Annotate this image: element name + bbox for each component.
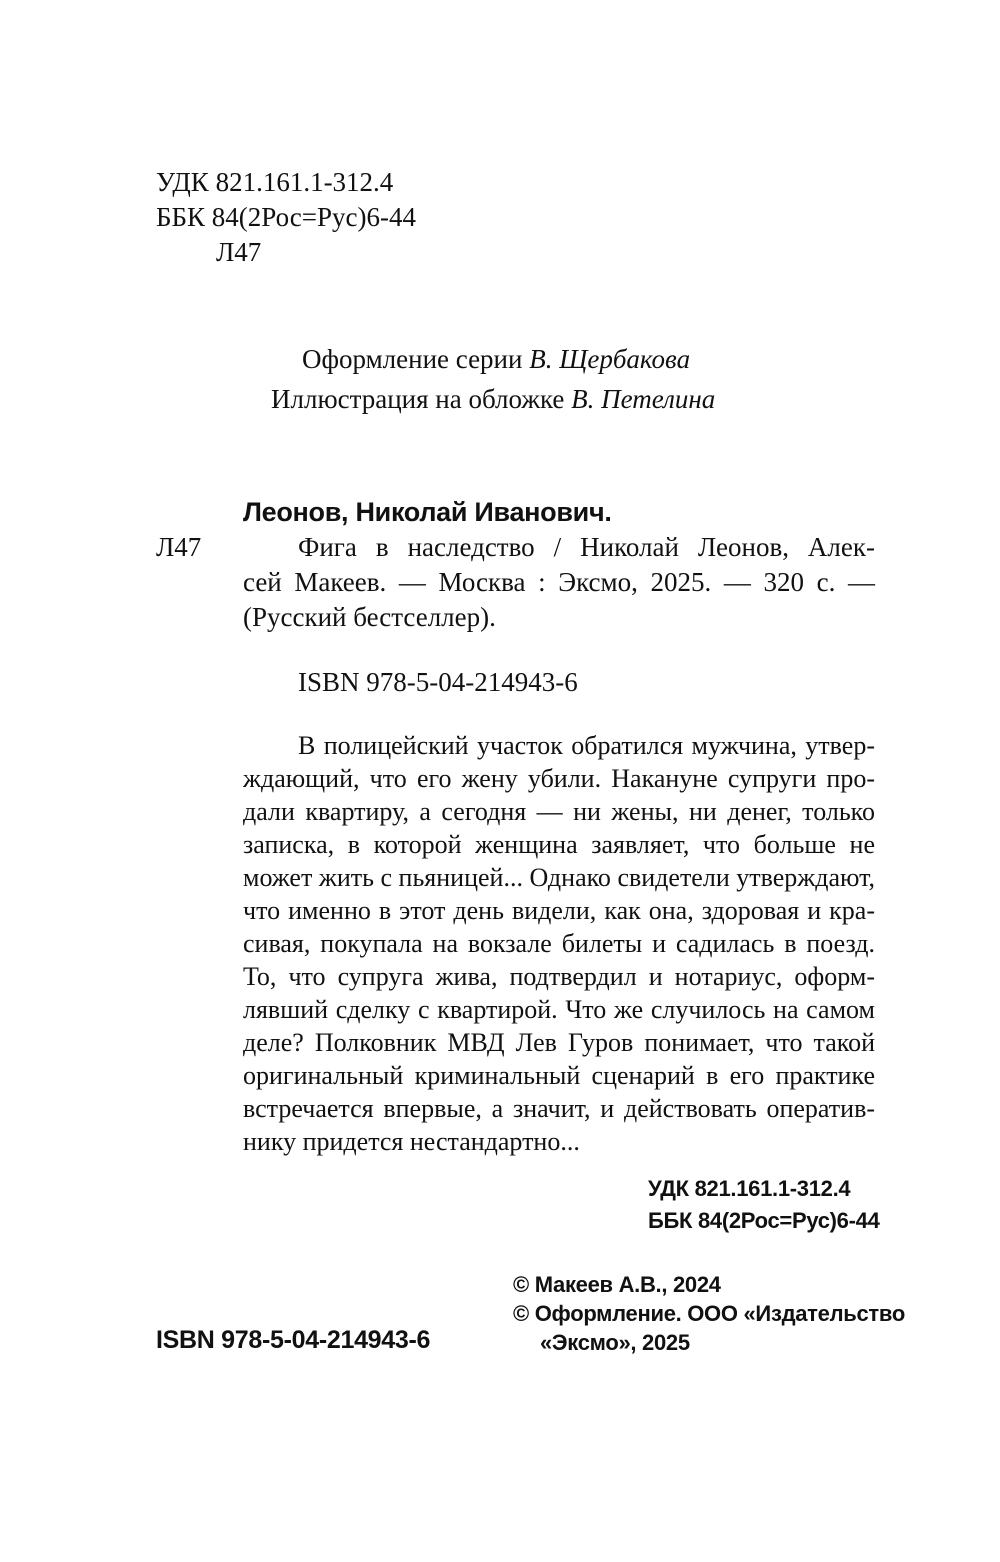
bibliography-line-1: Фига в наследство / Николай Леонов, Алек- xyxy=(298,532,875,562)
annotation-line: оригинальный криминальный сценарий в его практике xyxy=(243,1061,875,1090)
annotation-line: В полицейский участок обратился мужчина, утвер- xyxy=(298,731,875,760)
annotation-line: лявший сделку с квартирой. Что же случилось на самом xyxy=(243,995,875,1024)
header-udk: УДК 821.161.1-312.4 xyxy=(156,167,394,197)
annotation-line: может жить с пьяницей... Однако свидетели утверждают, xyxy=(243,863,875,892)
series-design-name: В. Щербакова xyxy=(529,344,691,374)
annotation-line: сивая, покупала на вокзале билеты и садилась в поезд. xyxy=(243,929,875,958)
bibliography-line-3: (Русский бестселлер). xyxy=(243,602,496,632)
annotation-line: встречается впервые, а значит, и действовать оператив- xyxy=(243,1094,875,1123)
classification-bbk: ББК 84(2Рос=Рус)6-44 xyxy=(648,1208,880,1233)
bibliography-sign: Л47 xyxy=(156,532,202,562)
copyright-author: © Макеев А.В., 2024 xyxy=(513,1272,721,1297)
bibliography-isbn: ISBN 978-5-04-214943-6 xyxy=(298,667,578,697)
series-design-credit xyxy=(302,343,690,376)
classification-udk: УДК 821.161.1-312.4 xyxy=(648,1176,851,1201)
annotation-line: записка, в которой женщина заявляет, что больше не xyxy=(243,830,875,859)
footer-isbn: ISBN 978-5-04-214943-6 xyxy=(156,1326,431,1354)
annotation-line: нику придется нестандартно... xyxy=(243,1127,580,1156)
header-bbk: ББК 84(2Рос=Рус)6-44 xyxy=(156,202,416,232)
cover-illustration-name: В. Петелина xyxy=(571,384,716,414)
header-author-sign: Л47 xyxy=(216,237,262,267)
copyright-design-line-1: © Оформление. ООО «Издательство xyxy=(513,1301,905,1326)
annotation-line: То, что супруга жива, подтвердил и нотариус, оформ- xyxy=(243,962,875,991)
annotation-line: деле? Полковник МВД Лев Гуров понимает, что такой xyxy=(243,1028,875,1057)
copyright-design-line-2: «Эксмо», 2025 xyxy=(540,1330,690,1355)
annotation-line: ждающий, что его жену убили. Накануне супруги про- xyxy=(243,764,875,793)
cover-illustration-label: Иллюстрация на обложке xyxy=(271,384,565,414)
series-design-label: Оформление серии xyxy=(302,344,523,374)
annotation-line: дали квартиру, а сегодня — ни жены, ни денег, только xyxy=(243,797,875,826)
cover-illustration-credit xyxy=(271,383,715,416)
bibliography-line-2: сей Макеев. — Москва : Эксмо, 2025. — 320 с. — xyxy=(243,567,875,597)
annotation-line: что именно в этот день видели, как она, здоровая и кра- xyxy=(243,896,875,925)
bibliography-author-heading: Леонов, Николай Иванович. xyxy=(243,497,612,527)
